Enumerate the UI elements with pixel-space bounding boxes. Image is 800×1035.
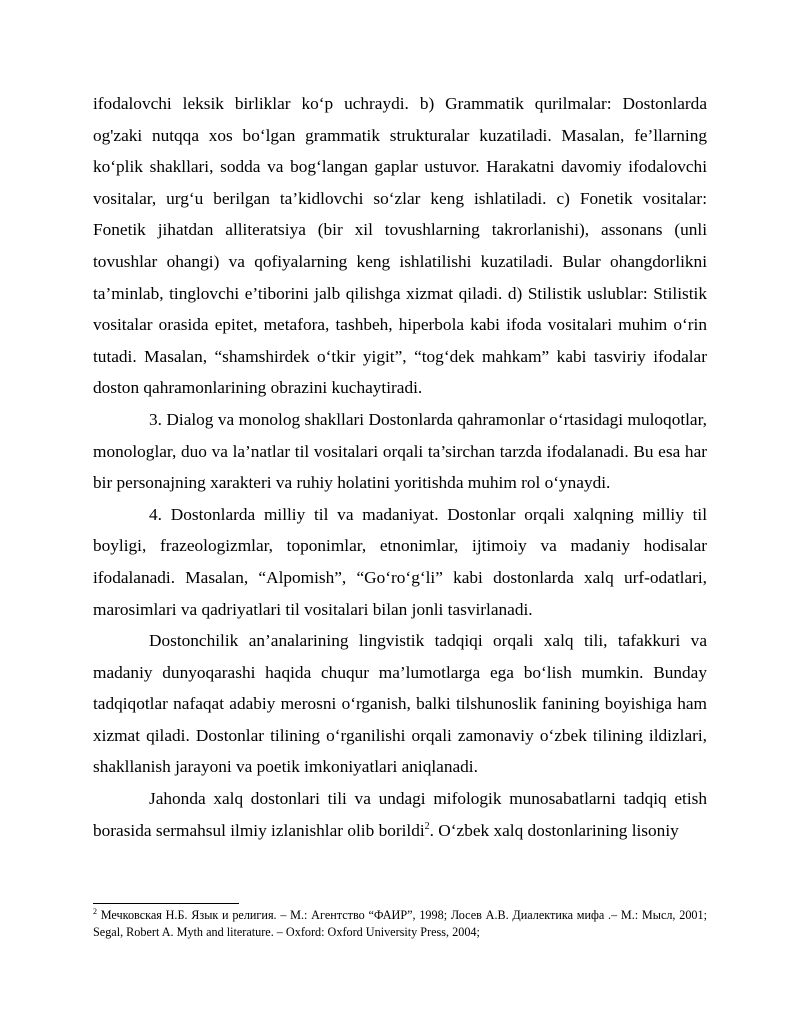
footnote-text: Мечковская Н.Б. Язык и религия. – М.: Агентство “ФАИР”, 1998; Лосев А.В. Диалектика мифа .– М.: Мысл, 2001; Segal, Robert A. Myth and literature. – Oxford: Oxford University Press, 2004; xyxy=(93,908,707,939)
footnote xyxy=(93,907,707,941)
footnote-reference[interactable]: 2 xyxy=(424,820,430,832)
footnote-separator xyxy=(93,903,239,904)
paragraph: 3. Dialog va monolog shakllari Dostonlarda qahramonlar o‘rtasidagi muloqotlar, monologlar, duo va la’natlar til vositalari orqali ta’sirchan tarzda ifodalanadi. Bu esa har bir personajning xarakteri va ruhiy holatini yoritishda muhim rol o‘ynaydi. xyxy=(93,409,707,493)
body-text xyxy=(93,88,707,846)
paragraph-text: . O‘zbek xalq dostonlarining lisoniy xyxy=(429,820,679,840)
footnote-mark: 2 xyxy=(93,906,97,916)
paragraph: Dostonchilik an’analarining lingvistik tadqiqi orqali xalq tili, tafakkuri va madaniy dunyoqarashi haqida chuqur ma’lumotlarga ega bo‘lish mumkin. Bunday tadqiqotlar nafaqat adabiy merosni o‘rganish, balki tilshunoslik fanining boyishiga ham xizmat qiladi. Dostonlar tilining o‘rganilishi orqali zamonaviy o‘zbek tilining ildizlari, shakllanish jarayoni va poetik imkoniyatlari aniqlanadi. xyxy=(93,631,707,777)
paragraph: 4. Dostonlarda milliy til va madaniyat. Dostonlar orqali xalqning milliy til boyligi, frazeologizmlar, toponimlar, etnonimlar, ijtimoiy va madaniy hodisalar ifodalanadi. Masalan, “Alpomish”, “Go‘ro‘g‘li” kabi dostonlarda xalq urf-odatlari, marosimlari va qadriyatlari til vositalari bilan jonli tasvirlanadi. xyxy=(93,504,707,619)
paragraph-text: Jahonda xalq dostonlari tili va undagi mifologik munosabatlarni tadqiq etish borasida sermahsul ilmiy izlanishlar olib borildi xyxy=(93,789,707,840)
paragraph xyxy=(93,783,707,846)
paragraph: ifodalovchi leksik birliklar ko‘p uchraydi. b) Grammatik qurilmalar: Dostonlarda og'zaki nutqqa xos bo‘lgan grammatik strukturalar kuzatiladi. Masalan, fe’llarning ko‘plik shakllari, sodda va bog‘langan gaplar ustuvor. Harakatni davomiy ifodalovchi vositalar, urg‘u berilgan ta’kidlovchi so‘zlar keng ishlatiladi. c) Fonetik vositalar: Fonetik jihatdan alliteratsiya (bir xil tovushlarning takrorlanishi), assonans (unli tovushlar ohangi) va qofiyalarning keng ishlatilishi kuzatiladi. Bular ohangdorlikni ta’minlab, tinglovchi e’tiborini jalb qilishga xizmat qiladi. d) Stilistik uslublar: Stilistik vositalar orasida epitet, metafora, tashbeh, hiperbola kabi ifoda vositalari muhim o‘rin tutadi. Masalan, “shamshirdek o‘tkir yigit”, “tog‘dek mahkam” kabi tasviriy ifodalar doston qahramonlarining obrazini kuchaytiradi. xyxy=(93,94,707,398)
